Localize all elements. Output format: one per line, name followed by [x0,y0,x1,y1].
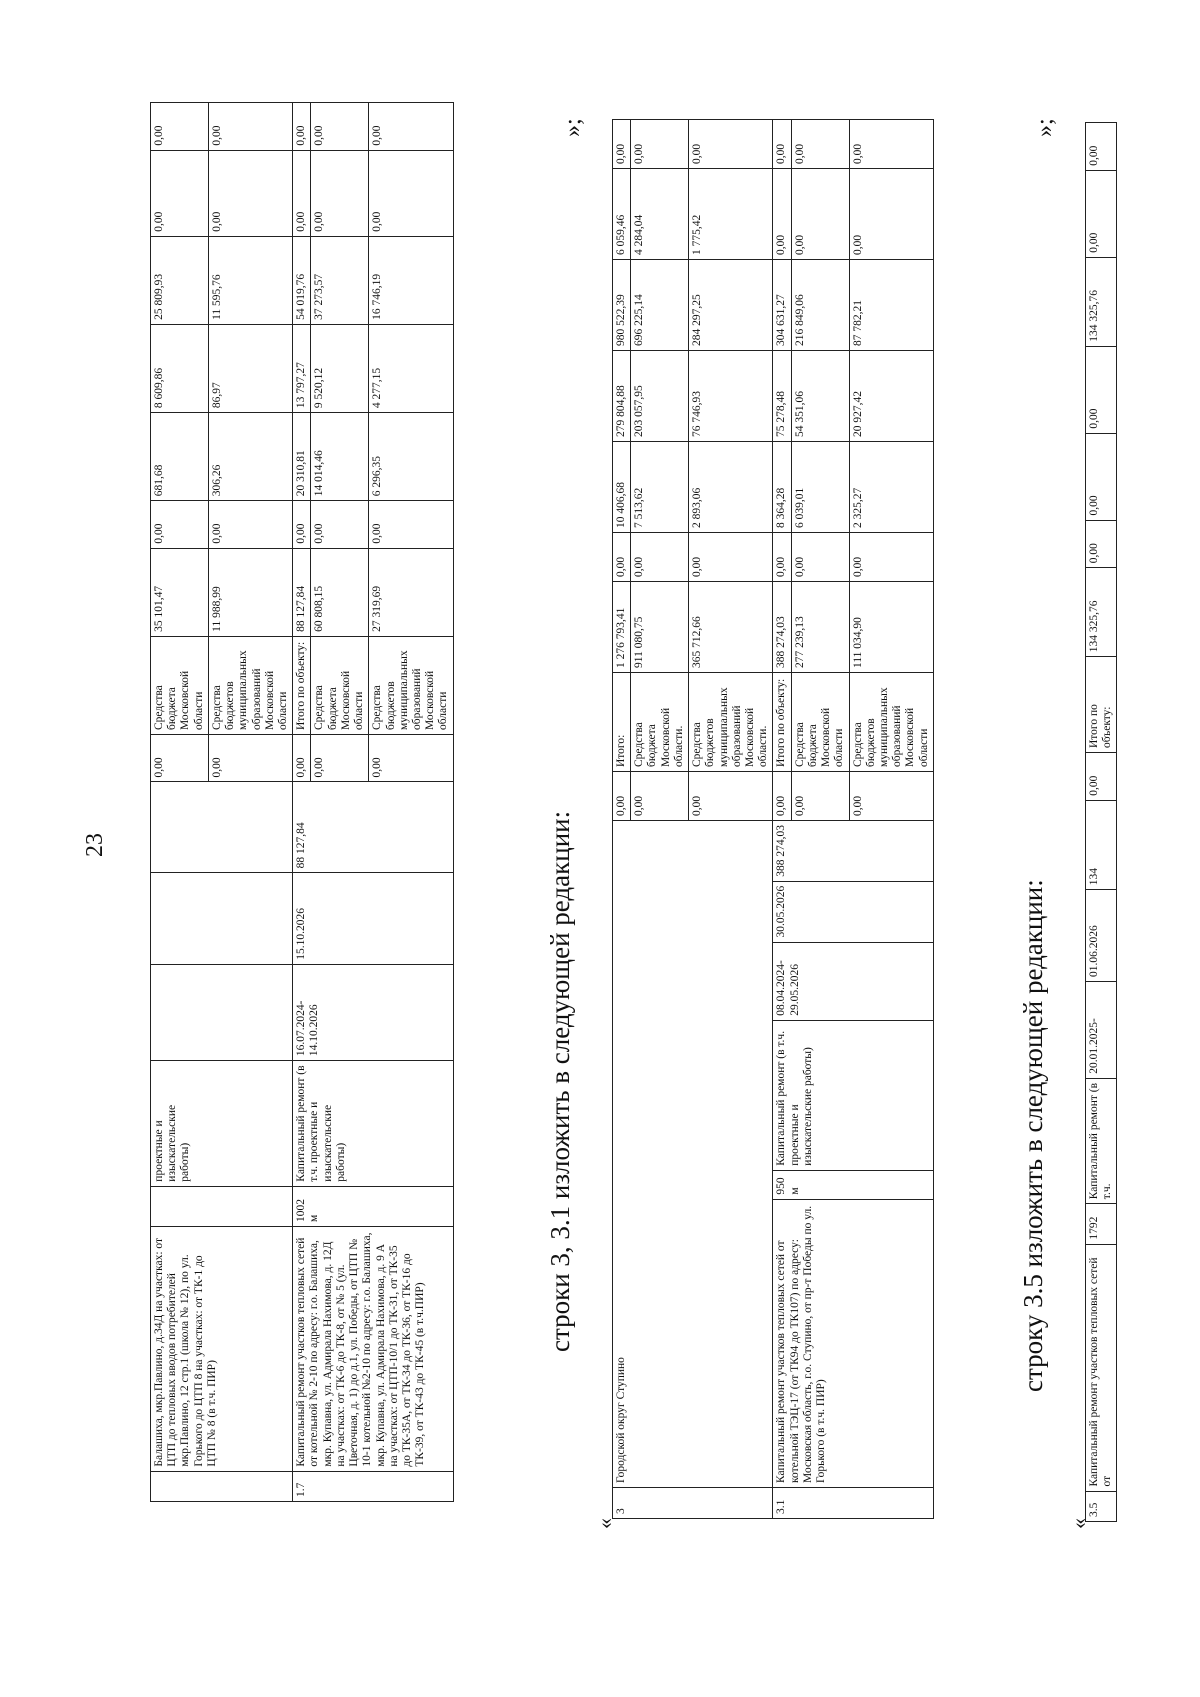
value-cell: 0,00 [208,103,292,151]
funding-source: Средства бюджетов муниципальных образований Московской области. [689,673,773,772]
value-cell: 0,00 [849,169,933,260]
length: 1792 [1086,1204,1117,1244]
row-number [151,1471,293,1501]
value-cell: 0,00 [773,169,791,260]
value-cell: 279 804,88 [613,351,631,442]
table-row [293,103,311,1502]
value-cell: 277 239,13 [791,582,849,673]
work-dates [151,964,293,1060]
value-cell: 0,00 [791,533,849,582]
value-cell: 16 746,19 [369,236,453,324]
zero-value: 0,00 [849,772,933,821]
length: 950 м [773,1170,933,1199]
value-cell: 88 127,84 [293,548,311,636]
value-cell: 134 325,76 [1086,257,1117,346]
row-number: 1.7 [293,1471,453,1501]
commissioning-date: 01.06.2026 [1086,890,1117,982]
row-number: 3.5 [1086,1491,1117,1521]
value-cell: 9 520,12 [311,324,369,412]
value-cell: 0,00 [369,103,453,151]
zero-value: 0,00 [689,772,773,821]
zero-value: 0,00 [369,735,453,782]
zero-value: 0,00 [1086,753,1117,801]
value-cell: 0,00 [293,103,311,151]
length: 1002 м [293,1186,453,1226]
funding-source: Средства бюджета Московской области [311,636,369,734]
opening-quote: « [592,1518,617,1529]
value-cell: 0,00 [791,169,849,260]
value-cell: 54 019,76 [293,236,311,324]
value-cell: 1 775,42 [689,169,773,260]
value-cell: 0,00 [613,533,631,582]
value-cell: 0,00 [791,120,849,169]
object-name: Капитальный ремонт участков тепловых сетей от [1086,1244,1117,1491]
zero-value: 0,00 [773,772,791,821]
closing-quote: »; [560,118,586,137]
table-balashikha [150,102,454,1502]
value-cell: 60 808,15 [311,548,369,636]
value-cell: 0,00 [369,501,453,548]
district-name: Городской округ Ступино [613,821,773,1488]
work-dates: 16.07.2024-14.10.2026 [293,964,453,1060]
value-cell: 0,00 [1086,123,1117,171]
closing-quote: »; [1032,118,1058,137]
work-type: Капитальный ремонт (в т.ч. [1086,1078,1117,1203]
object-name: Капитальный ремонт участков тепловых сетей от котельной ТЭЦ-17 (от ТК94 до ТК107) по адресу: Московская область, г.о. Ступино, от пр-т Победы по ул. Горького (в т.ч. ПИР) [773,1199,933,1487]
zero-value: 0,00 [208,735,292,782]
value-cell: 14 014,46 [311,413,369,501]
zero-value: 0,00 [791,772,849,821]
total-sum: 134 [1086,800,1117,890]
value-cell: 0,00 [311,103,369,151]
value-cell: 75 278,48 [773,351,791,442]
value-cell: 27 319,69 [369,548,453,636]
value-cell: 0,00 [293,150,311,236]
value-cell: 111 034,90 [849,582,933,673]
total-sum [151,782,293,873]
value-cell: 1 276 793,41 [613,582,631,673]
value-cell: 0,00 [849,120,933,169]
object-name: Капитальный ремонт участков тепловых сетей от котельной № 2-10 по адресу: г.о. Балашиха, мкр. Купавна, ул. Адмирала Нахимова, д. 12Д на участках: от ТК-6 до ТК-8, от № 5 (ул. Цветочная, д. 1) до д.1, ул. Победы, от ЦТП № 10-1 котельной №2-10 по адресу: г.о. Балашиха, мкр. Купавна, ул. Адмирала Нахимова, д. 9 А на участках: от ЦТП-10/1 до ТК-31, от ТК-35 до ТК-35А, от ТК-34 до ТК-36, от ТК-16 до ТК-39, от ТК-43 до ТК-45 (в т.ч.ПИР) [293,1226,453,1471]
object-name: Балашиха, мкр.Павлино, д.34Д на участках: от ЦТП до тепловых вводов потребителей мкр.Павлино, 12 стр.1 (школа № 12), по ул. Горького до ЦТП 8 на участках: от ТК-1 до ЦТП № 8 (в т.ч. ПИР) [151,1226,293,1471]
value-cell: 13 797,27 [293,324,311,412]
table-row-3-5 [1085,122,1117,1522]
funding-source: Средства бюджета Московской области [791,673,849,772]
funding-source: Итого по объекту: [773,673,791,772]
value-cell: 681,68 [151,413,209,501]
value-cell: 216 849,06 [791,260,849,351]
value-cell: 388 274,03 [773,582,791,673]
value-cell: 0,00 [773,120,791,169]
total-sum: 388 274,03 [773,821,933,882]
funding-source: Итого: [613,673,631,772]
value-cell: 0,00 [849,533,933,582]
value-cell: 0,00 [151,150,209,236]
funding-source: Средства бюджета Московской области. [631,673,689,772]
value-cell: 0,00 [151,103,209,151]
table-row [151,103,209,1502]
zero-value: 0,00 [293,735,311,782]
value-cell: 0,00 [208,150,292,236]
page-number: 23 [82,833,108,857]
commissioning-date: 30.05.2026 [773,881,933,942]
work-type: Капитальный ремонт (в т.ч. проектные и изыскательские работы) [773,1020,933,1170]
value-cell: 25 809,93 [151,236,209,324]
value-cell: 4 284,04 [631,169,689,260]
value-cell: 35 101,47 [151,548,209,636]
value-cell: 0,00 [631,120,689,169]
row-number: 3.1 [773,1488,933,1519]
value-cell: 54 351,06 [791,351,849,442]
value-cell: 0,00 [369,150,453,236]
value-cell: 87 782,21 [849,260,933,351]
value-cell: 0,00 [773,533,791,582]
value-cell: 0,00 [689,120,773,169]
value-cell: 0,00 [293,501,311,548]
table-stupino [612,119,934,1519]
funding-source: Средства бюджетов муниципальных образований Московской области [208,636,292,734]
value-cell: 134 325,76 [1086,568,1117,657]
total-sum: 88 127,84 [293,782,453,873]
value-cell: 8 609,86 [151,324,209,412]
table-row [1086,123,1117,1522]
value-cell: 0,00 [613,120,631,169]
value-cell: 6 296,35 [369,413,453,501]
row-number: 3 [613,1488,773,1519]
zero-value: 0,00 [613,772,631,821]
value-cell: 203 057,95 [631,351,689,442]
value-cell: 304 631,27 [773,260,791,351]
value-cell: 4 277,15 [369,324,453,412]
table-row [613,120,631,1519]
value-cell: 0,00 [631,533,689,582]
zero-value: 0,00 [151,735,209,782]
table-row [773,120,791,1519]
value-cell: 37 273,57 [311,236,369,324]
value-cell: 11 988,99 [208,548,292,636]
funding-source: Средства бюджетов муниципальных образований Московской области [369,636,453,734]
value-cell: 0,00 [689,533,773,582]
funding-source: Средства бюджетов муниципальных образований Московской области [849,673,933,772]
funding-source: Средства бюджета Московской области [151,636,209,734]
value-cell: 980 522,39 [613,260,631,351]
value-cell: 6 039,01 [791,442,849,533]
value-cell: 306,26 [208,413,292,501]
value-cell: 2 325,27 [849,442,933,533]
work-dates: 20.01.2025- [1086,982,1117,1079]
value-cell: 0,00 [151,501,209,548]
amendment-heading-row-3-5: строку 3.5 изложить в следующей редакции: [1018,879,1048,1392]
value-cell: 76 746,93 [689,351,773,442]
value-cell: 11 595,76 [208,236,292,324]
value-cell: 0,00 [1086,433,1117,520]
zero-value: 0,00 [311,735,369,782]
commissioning-date [151,873,293,964]
value-cell: 20 310,81 [293,413,311,501]
value-cell: 0,00 [1086,520,1117,568]
value-cell: 365 712,66 [689,582,773,673]
funding-source: Итого по объекту: [1086,657,1117,753]
value-cell: 284 297,25 [689,260,773,351]
value-cell: 86,97 [208,324,292,412]
value-cell: 0,00 [311,501,369,548]
value-cell: 0,00 [1086,170,1117,257]
work-dates: 08.04.2024-29.05.2026 [773,942,933,1020]
value-cell: 20 927,42 [849,351,933,442]
value-cell: 8 364,28 [773,442,791,533]
commissioning-date: 15.10.2026 [293,873,453,964]
length [151,1186,293,1226]
funding-source: Итого по объекту: [293,636,311,734]
value-cell: 0,00 [1086,346,1117,433]
value-cell: 6 059,46 [613,169,631,260]
work-type: Капитальный ремонт (в т.ч. проектные и изыскательские работы) [293,1061,453,1187]
value-cell: 911 080,75 [631,582,689,673]
value-cell: 7 513,62 [631,442,689,533]
value-cell: 696 225,14 [631,260,689,351]
value-cell: 2 893,06 [689,442,773,533]
value-cell: 10 406,68 [613,442,631,533]
amendment-heading-rows-3-3-1: строки 3, 3.1 изложить в следующей редакции: [545,810,575,1352]
zero-value: 0,00 [631,772,689,821]
work-type: проектные и изыскательские работы) [151,1061,293,1187]
opening-quote: « [1066,1518,1091,1529]
value-cell: 0,00 [311,150,369,236]
value-cell: 0,00 [208,501,292,548]
